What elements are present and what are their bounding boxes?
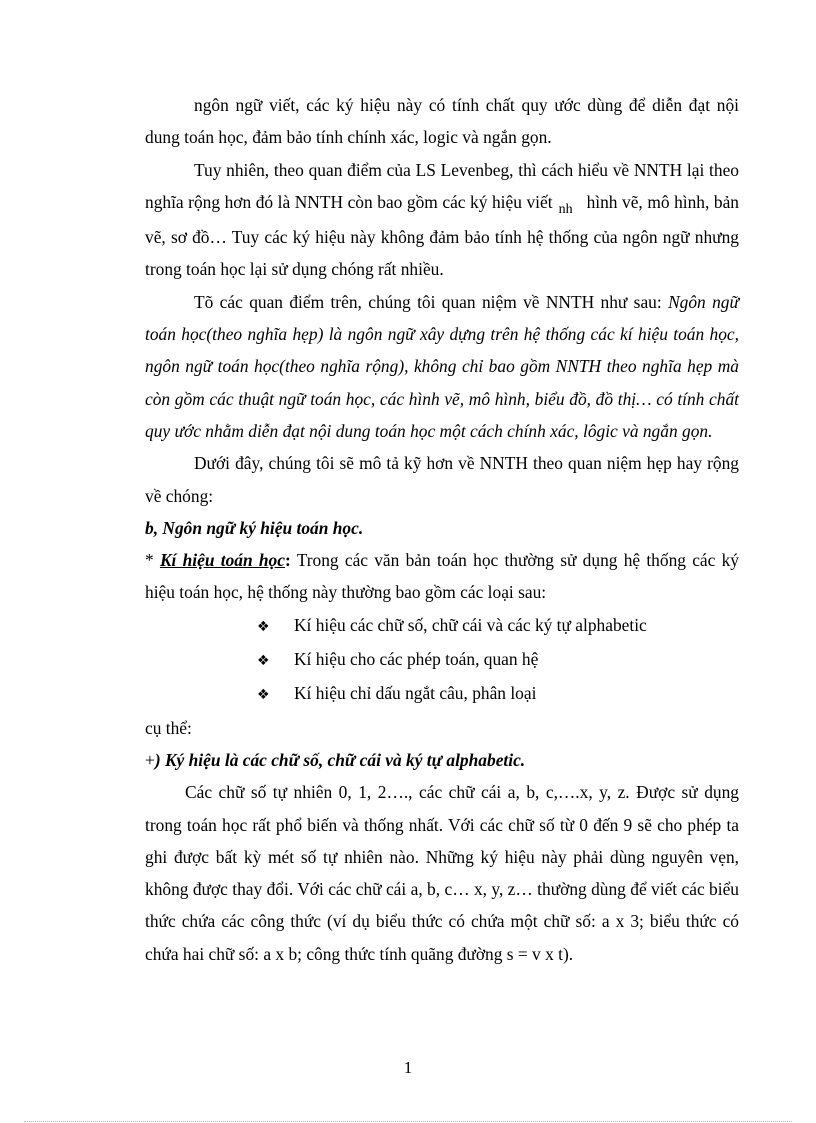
bullet-text-2: Kí hiệu cho các phép toán, quan hệ <box>294 649 539 670</box>
diamond-bullet-icon: ❖ <box>257 618 270 635</box>
para5-term: Kí hiệu toán học <box>159 550 285 571</box>
bullet-item-1 <box>257 609 739 643</box>
para5-star: * <box>145 550 154 571</box>
para2-after: hình vẽ, mô hình, bản vẽ, sơ đồ… Tuy các ký hiệu này không đảm bảo tính hệ thống của ngôn ngữ nhưng trong toán học lại sử dụng chóng rất nhiều. <box>145 191 740 280</box>
body-text <box>145 89 739 970</box>
para5-colon: : <box>284 550 291 571</box>
para2-sub: nh <box>558 201 573 217</box>
para6: Các chữ số tự nhiên 0, 1, 2…., các chữ cái a, b, c,….x, y, z. Được sử dụng trong toán học rất phổ biến và thống nhất. Với các chữ số từ 0 đến 9 sẽ cho phép ta ghi được bất kỳ mét số tự nhiên nào. Những ký hiệu này phải dùng nguyên vẹn, không được thay đổi. Với các chữ cái a, b, c… x, y, z… thường dùng để viết các biểu thức chứa các công thức (ví dụ biểu thức có chứa một chữ số: a x 3; biểu thức có chứa hai chữ số: a x b; công thức tính quãng đường s = v x t). <box>145 782 739 964</box>
heading-sub-prefix: + <box>145 749 155 770</box>
heading-sub-text: ) Ký hiệu là các chữ số, chữ cái và ký tự alphabetic. <box>154 749 526 770</box>
para3 <box>145 286 739 447</box>
para3-definition: Ngôn ngữ toán học(theo nghĩa hẹp) là ngôn ngữ xây dựng trên hệ thống các kí hiệu toán học, ngôn ngữ toán học(theo nghĩa rộng), không chỉ bao gồm NNTH theo nghĩa hẹp mà còn gồm các thuật ngữ toán học, các hình vẽ, mô hình, biểu đồ, đồ thị… có tính chất quy ước nhằm diễn đạt nội dung toán học một cách chính xác, lôgic và ngắn gọn. <box>145 291 739 441</box>
bullet-text-3: Kí hiệu chỉ dấu ngắt câu, phân loại <box>294 683 537 704</box>
para5 <box>145 544 739 609</box>
heading-sub <box>145 744 739 776</box>
page-border-dots <box>24 1121 792 1122</box>
page-number: 1 <box>403 1058 413 1077</box>
bullet-item-2 <box>257 643 739 677</box>
para1-line2: dung toán học, đảm bảo tính chính xác, logic và ngắn gọn. <box>145 127 552 148</box>
para2 <box>145 154 739 286</box>
para2-before: Tuy nhiên, theo quan điểm của LS Levenbeg, thì cách hiểu về NNTH lại theo nghĩa rộng hơn đó là NNTH còn bao gồm các ký hiệu viết <box>145 159 739 212</box>
diamond-bullet-icon: ❖ <box>257 653 270 670</box>
cu-the: cụ thể: <box>145 717 192 738</box>
para3-intro: Tõ các quan điểm trên, chúng tôi quan niệm về NNTH như sau: <box>194 291 662 312</box>
bullet-text-1: Kí hiệu các chữ số, chữ cái và các ký tự alphabetic <box>294 614 647 635</box>
bullet-item-3 <box>257 677 739 711</box>
para1-line1: ngôn ngữ viết, các ký hiệu này có tính chất quy ước dùng để diễn đạt nội <box>194 95 739 115</box>
diamond-bullet-icon: ❖ <box>257 687 270 704</box>
para5-rest: Trong các văn bản toán học thường sử dụng hệ thống các ký hiệu toán học, hệ thống này thường bao gồm các loại sau: <box>145 550 739 603</box>
para4: Dưới đây, chúng tôi sẽ mô tả kỹ hơn về NNTH theo quan niệm hẹp hay rộng về chóng: <box>145 453 739 506</box>
heading-b: b, Ngôn ngữ ký hiệu toán học. <box>145 517 364 538</box>
